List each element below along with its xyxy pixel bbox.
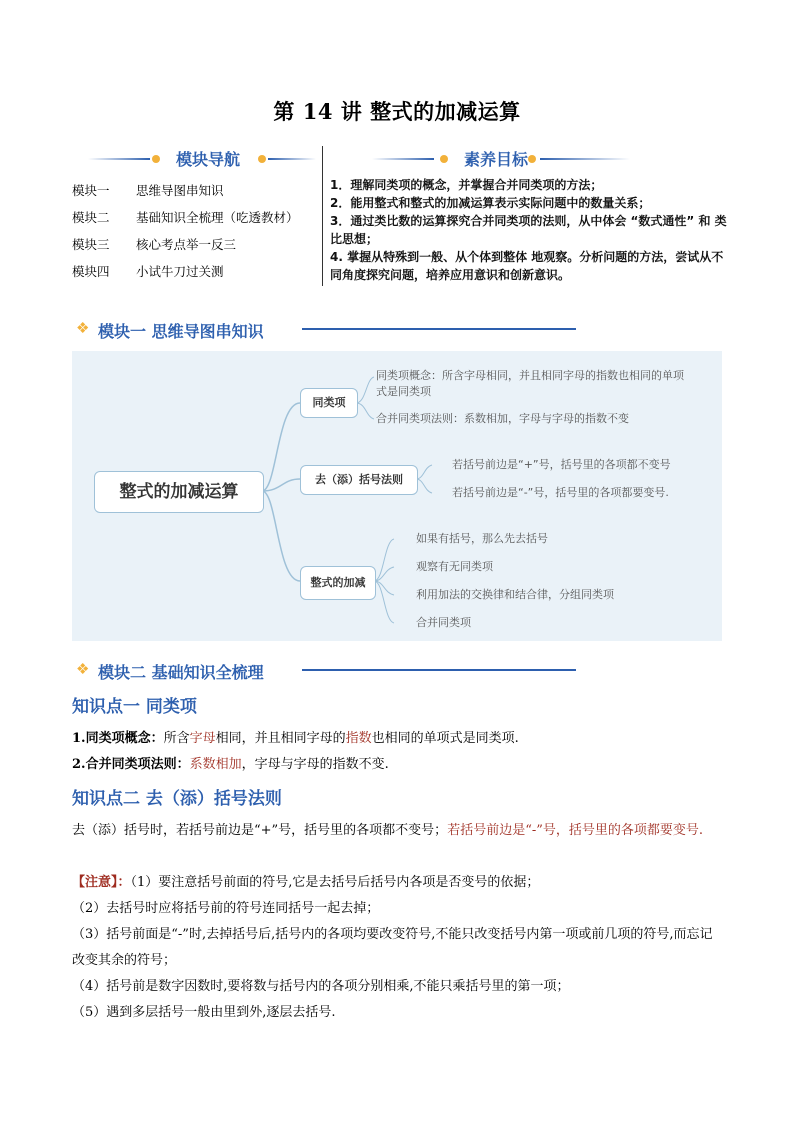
mind-map-branch-3: 整式的加减	[300, 566, 376, 600]
kp1-line2: 2.合并同类项法则：系数相加，字母与字母的指数不变.	[72, 757, 389, 772]
nav-header: 模块导航	[176, 150, 241, 169]
mind-map-leaf: 合并同类项	[416, 616, 471, 629]
goal-1: 1．理解同类项的概念，并掌握合并同类项的方法；	[330, 178, 603, 192]
page-title: 第 14 讲 整式的加减运算	[273, 99, 521, 124]
mind-map-leaf: 若括号前边是“+”号，括号里的各项都不变号	[452, 458, 671, 471]
nav-header-line-left	[88, 158, 150, 160]
nav-item-2: 模块二 基础知识全梳理（吃透教材）	[72, 210, 299, 225]
goals-header-dot-right	[528, 155, 536, 163]
module2-title: 模块二 基础知识全梳理	[98, 663, 264, 682]
mind-map-leaf: 利用加法的交换律和结合律，分组同类项	[416, 588, 614, 601]
module1-icon: ❖	[76, 319, 90, 337]
mind-map-branch-2: 去（添）括号法则	[300, 465, 418, 495]
kp2-intro: 去（添）括号时，若括号前边是“+”号，括号里的各项都不变号；若括号前边是“-”号，括号里的各项都要变号.	[72, 823, 704, 838]
mind-map	[72, 351, 722, 641]
kp2-note3: （3）括号前面是“-”时,去掉括号后,括号内的各项均要改变符号,不能只改变括号内第一项或前几项的符号,而忘记改变其余的符号；	[72, 927, 713, 968]
vertical-divider	[322, 146, 323, 286]
goals-header-line-right	[540, 158, 630, 160]
goals-header: 素养目标	[464, 150, 529, 169]
mind-map-leaf: 同类项概念：所含字母相同，并且相同字母的指数也相同的单项式是同类项	[376, 369, 684, 398]
module2-icon: ❖	[76, 660, 90, 678]
mind-map-branch-1: 同类项	[300, 388, 358, 418]
goals-header-dot-left	[440, 155, 448, 163]
goal-4: 4. 掌握从特殊到一般、从个体到整体 地观察。分析问题的方法，尝试从不同角度探究问题，培养应用意识和创新意识。	[330, 250, 724, 282]
nav-item-4: 模块四 小试牛刀过关测	[72, 264, 224, 279]
mind-map-leaf: 合并同类项法则：系数相加，字母与字母的指数不变	[376, 412, 629, 425]
kp2-note1: 【注意】：（1）要注意括号前面的符号,它是去括号后括号内各项是否变号的依据；	[72, 875, 540, 890]
module2-rule	[302, 669, 576, 671]
kp2-title: 知识点二 去（添）括号法则	[72, 789, 282, 809]
mind-map-leaf: 若括号前边是“-”号，括号里的各项都要变号.	[452, 486, 669, 499]
module1-title: 模块一 思维导图串知识	[98, 322, 264, 341]
kp2-note5: （5）遇到多层括号一般由里到外,逐层去括号.	[72, 1005, 336, 1020]
mind-map-root: 整式的加减运算	[94, 471, 264, 513]
goal-3: 3．通过类比数的运算探究合并同类项的法则，从中体会 “数式通性” 和 类比思想；	[330, 214, 727, 246]
kp1-line1: 1.同类项概念：所含字母相同，并且相同字母的指数也相同的单项式是同类项.	[72, 731, 519, 746]
nav-header-dot-right	[258, 155, 266, 163]
nav-item-1: 模块一 思维导图串知识	[72, 183, 224, 198]
goals-header-line-left	[372, 158, 434, 160]
goal-2: 2．能用整式和整式的加减运算表示实际问题中的数量关系；	[330, 196, 651, 210]
kp2-note2: （2）去括号时应将括号前的符号连同括号一起去掉；	[72, 901, 380, 916]
kp2-note4: （4）括号前是数字因数时,要将数与括号内的各项分别相乘,不能只乘括号里的第一项；	[72, 979, 570, 994]
module1-rule	[302, 328, 576, 330]
kp1-title: 知识点一 同类项	[72, 697, 197, 717]
mind-map-leaf: 如果有括号，那么先去括号	[416, 532, 548, 545]
nav-item-3: 模块三 核心考点举一反三	[72, 237, 237, 252]
mind-map-leaf: 观察有无同类项	[416, 560, 493, 573]
nav-header-dot-left	[152, 155, 160, 163]
nav-header-line-right	[268, 158, 316, 160]
